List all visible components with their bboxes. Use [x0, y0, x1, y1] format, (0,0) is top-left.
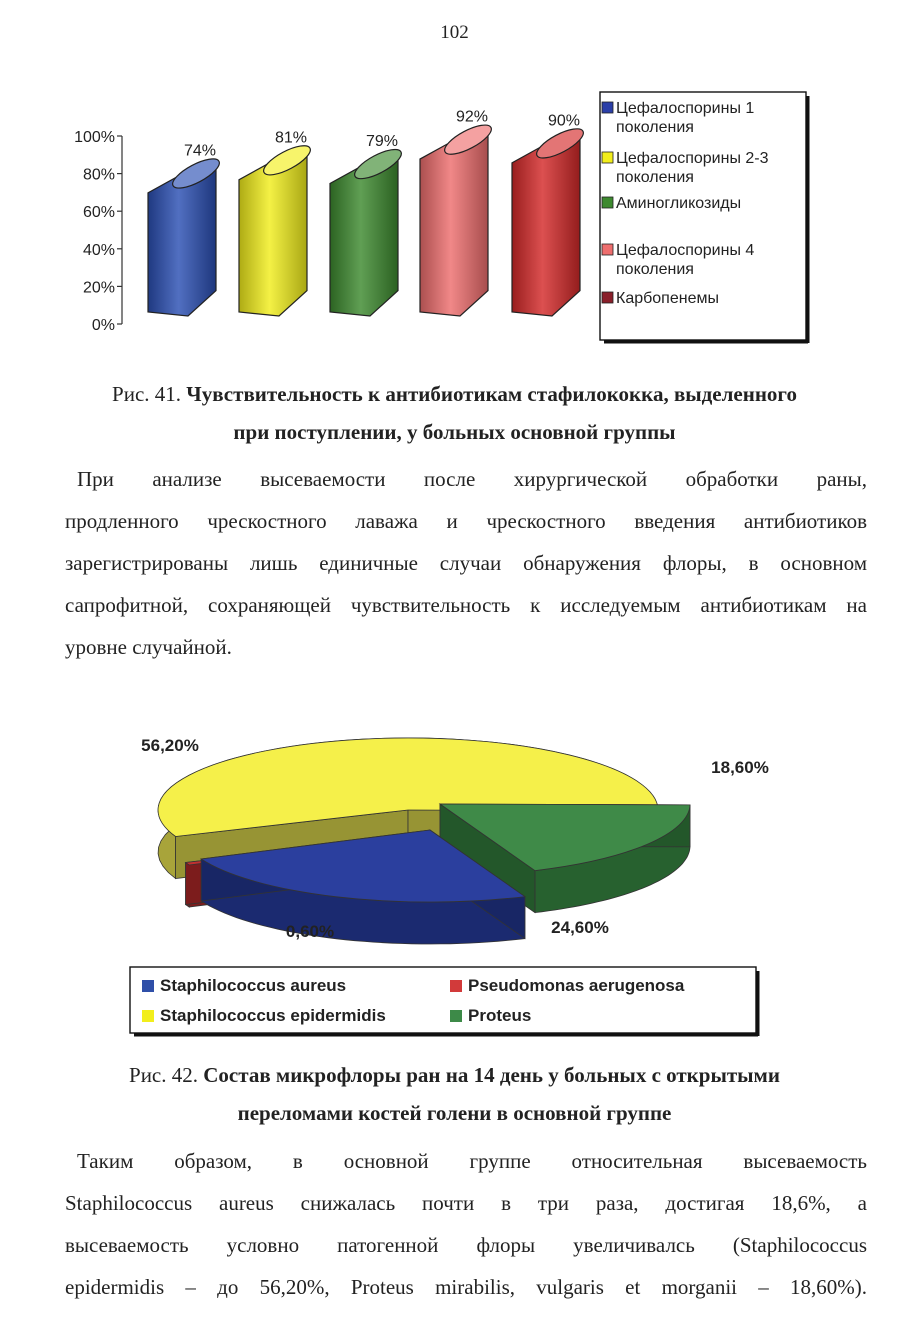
legend-swatch: [142, 1010, 154, 1022]
paragraph-2: [65, 1140, 867, 1308]
pie-slices: [158, 738, 690, 944]
bar-series: [148, 109, 587, 316]
figure-41-caption: [40, 375, 869, 451]
figure-42-label: Рис. 42.: [129, 1063, 199, 1087]
paragraph-1-line: зарегистрированы лишь единичные случаи обнаружения флоры, в основном: [65, 551, 867, 575]
legend-label: Цефалоспорины 4: [616, 242, 755, 259]
bar-data-label: 92%: [455, 108, 489, 126]
paragraph-1: [65, 458, 867, 668]
paragraph-1-line: уровне случайной.: [65, 635, 232, 659]
figure-41-title-line1: Чувствительность к антибиотикам стафилококка, выделенного: [186, 382, 797, 406]
legend-label: поколения: [616, 261, 694, 278]
bar-data-label: 79%: [365, 133, 399, 151]
legend-swatch: [142, 980, 154, 992]
bar-data-label: 90%: [547, 112, 581, 130]
pie-data-label: 18,60%: [711, 758, 769, 777]
pie-data-label: 24,60%: [551, 918, 609, 937]
figure-42-title-line2: переломами костей голени в основной группе: [237, 1101, 672, 1125]
legend-label: поколения: [616, 169, 694, 186]
legend-label: Аминогликозиды: [616, 195, 742, 212]
y-tick-label: 60%: [82, 204, 115, 222]
y-tick-label: 100%: [74, 129, 115, 146]
figure-41-title-line2: при поступлении, у больных основной группы: [233, 420, 676, 444]
paragraph-2-line: высеваемость условно патогенной флоры увеличивалсь (Staphilococcus: [65, 1233, 867, 1257]
paragraph-1-line: При анализе высеваемости после хирургической обработки раны,: [77, 467, 867, 491]
figure-42-caption: [40, 1056, 869, 1132]
legend-label: поколения: [616, 119, 694, 136]
legend-label: Staphilococcus epidermidis: [160, 1006, 386, 1025]
paragraph-1-line: сапрофитной, сохраняющей чувствительность к исследуемым антибиотикам на: [65, 593, 867, 617]
pie-data-label: 56,20%: [141, 736, 199, 755]
page-number: 102: [440, 22, 469, 43]
y-axis: [74, 129, 122, 334]
legend-swatch: [602, 292, 613, 303]
legend-label: Staphilococcus aureus: [160, 976, 347, 995]
legend-label: Цефалоспорины 2-3: [616, 150, 769, 167]
y-tick-label: 20%: [82, 279, 115, 297]
paragraph-1-line: продленного чрескостного лаважа и чрескостного введения антибиотиков: [65, 509, 867, 533]
legend: [130, 967, 758, 1036]
figure-41-label: Рис. 41.: [112, 382, 182, 406]
legend-swatch: [450, 1010, 462, 1022]
paragraph-2-line: Staphilococcus aureus снижалась почти в три раза, достигая 18,6%, а: [65, 1191, 867, 1215]
y-tick-label: 80%: [82, 166, 115, 184]
bar: [420, 128, 488, 316]
legend-swatch: [602, 152, 613, 163]
legend-label: Карбопенемы: [616, 290, 719, 307]
y-tick-label: 0%: [91, 317, 115, 334]
paragraph-2-line: Таким образом, в основной группе относительная высеваемость: [77, 1149, 867, 1173]
pie-data-label: 0,60%: [285, 922, 335, 941]
legend-swatch: [450, 980, 462, 992]
bar: [512, 131, 580, 316]
bar-data-label: 81%: [274, 129, 308, 147]
bar-data-label: 74%: [183, 142, 217, 160]
legend-swatch: [602, 102, 613, 113]
legend-label: Proteus: [468, 1006, 532, 1025]
legend-swatch: [602, 244, 613, 255]
legend: [600, 92, 808, 343]
y-tick-label: 40%: [82, 241, 115, 259]
figure-42-title-line1: Состав микрофлоры ран на 14 день у больных с открытыми: [203, 1063, 780, 1087]
legend-label: Pseudomonas aerugenosa: [468, 976, 685, 995]
pie-chart: [100, 715, 800, 1055]
legend-label: Цефалоспорины 1: [616, 100, 755, 117]
legend-swatch: [602, 197, 613, 208]
paragraph-2-line: epidermidis – до 56,20%, Proteus mirabilis, vulgaris et morganii – 18,60%).: [65, 1275, 867, 1299]
bar-chart: [40, 70, 820, 370]
